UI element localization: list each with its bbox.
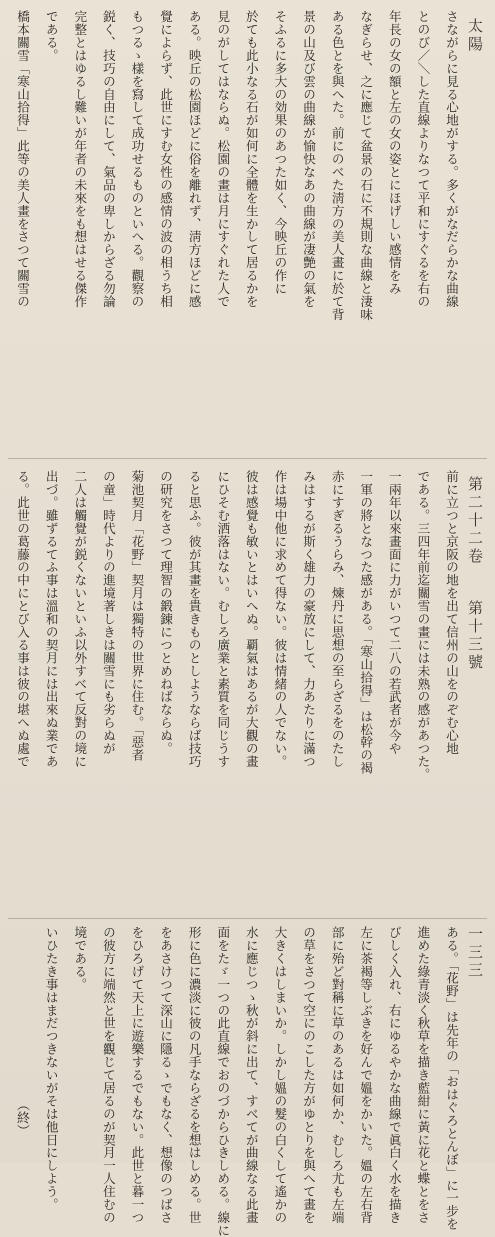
text-column: る。此世の葛藤の中にとび入る事は彼の堪へぬ處で — [15, 470, 31, 768]
text-column: 面をたゞ一つの此直線でおのづからひきしめる。線に — [215, 926, 231, 1237]
text-column: 二人は觸覺が鋭くないといふ以外すべて反對の境に — [72, 470, 88, 768]
text-column: 完整とはゆるし難いが年者の未來をも想はせる傑作 — [72, 10, 88, 308]
text-column: いひたき事はまだつきないがそは他日にしよう。 — [43, 926, 59, 1211]
text-column: 菊池契月「花野」契月は獨特の世界に住む。「惡者 — [129, 470, 145, 762]
page-number: 一三三 — [466, 926, 484, 980]
text-column: をあさけつて深山に隱るゝでもなく、想像のつばさ — [158, 926, 174, 1224]
text-column: 赤にすぎるうらみ、煉丹に思想の至らざるをのたし — [329, 470, 345, 768]
tier-divider — [8, 458, 487, 459]
text-column: とのび／＼した直線よりなつて平和にすぐるを右の — [415, 10, 431, 308]
text-column: 年長の女の額と左の女の姿とにほげしい感情をみ — [386, 10, 402, 295]
text-column: 大きくはしまいか。しかし媼の髮の白くして遙かの — [272, 926, 288, 1224]
text-column: 一兩年以來畫面に力がいつて二八の若武者が今や — [386, 470, 402, 755]
text-column: ある色とを與へた。前にのべた淸方の美人畫に於て背 — [329, 10, 345, 321]
text-column: 見のがしてはならぬ。松園の畫は月にすぐれた人で — [215, 10, 231, 308]
text-column: 境である。 — [72, 926, 88, 991]
text-column: にひそむ洒落はない。むしろ廣業と素質を同じうす — [215, 470, 231, 768]
text-column: 鋭く、技巧の自由にして、氣品の卑しからざる勿論 — [100, 10, 116, 308]
text-column: 前に立つと京阪の地を出て信州の山をのぞむ心地 — [444, 470, 459, 755]
text-column: 形に色に濃淡に彼の凡手ならざるを想はしめる。世 — [186, 926, 202, 1224]
issue-label: 第十三號 — [466, 600, 484, 672]
middle-text-block — [8, 470, 466, 900]
upper-text-block — [8, 10, 466, 450]
text-column: みはするが斯く雄力の豪放にして、力あたりに滿つ — [301, 470, 317, 768]
text-column: 一軍の將となつた感がある。「寒山拾得」は松幹の褐 — [358, 470, 374, 775]
text-column: ると思ふ。彼が其畫を貴きものとしようならば技巧 — [186, 470, 202, 768]
magazine-title: 太陽 — [466, 18, 484, 54]
text-column: ある。「花野」は先年の「おはぐろとんぼ」に一步を — [444, 926, 459, 1231]
text-column: 水に應じつゝ秋が斜に出て、すべてが曲線なる此畫 — [243, 926, 259, 1224]
volume-label: 第二十二卷 — [466, 476, 484, 566]
text-column: である。三四年前迄關雪の畫には未熟の感があつた。 — [415, 470, 431, 781]
text-column: をひろげて天上に遊樂するでもない。此世と暮一つ — [129, 926, 145, 1224]
tier-divider — [8, 918, 487, 919]
text-column: さながらに見る心地がする。多くがなだらかな曲線 — [444, 10, 459, 308]
text-column: びしく入れ、右にゆるやかな曲線で眞白く水を描き — [386, 926, 402, 1224]
text-column: 作は場中他に求めて得ない。彼は情緒の人でない。 — [272, 470, 288, 768]
text-column: 進めた綠青淡く秋草を描き藍紺に黃に花と蝶とをさ — [415, 926, 431, 1224]
text-column: 彼は感覺も敏いとはいへぬ。覇氣はあるが大觀の畫 — [243, 470, 259, 768]
text-column: である。 — [43, 10, 59, 62]
text-column: の童」時代よりの進境著しきは關雪にも劣らぬが — [100, 470, 116, 755]
text-column: 出づ。雖ずるてふ事は溫和の契月には出來ぬ業であ — [43, 470, 59, 768]
text-column: ある。映丘の松園ほどに俗を離れず、淸方ほどに感 — [186, 10, 202, 308]
lower-text-block — [36, 926, 465, 1237]
text-column: 於ても此小なる石が如何に全體を生かして居るかを — [243, 10, 259, 308]
text-column: 左に茶褐等しぶきを好んで媼をかいた。媼の左右背 — [358, 926, 374, 1224]
text-column: の研究をさつて理智の鍛錬につとめねばならぬ。 — [158, 470, 174, 755]
text-column: なぎらせ、之に應じて盆景の石に不規則な曲線と淒味 — [358, 10, 374, 321]
text-column: 橋本關雪「寒山拾得」此等の美人畫をさつて關雪の — [15, 10, 31, 308]
text-column: 景の山及び雲の曲線が愉快なあの曲線が凄艶の氣を — [301, 10, 317, 308]
end-mark: （終） — [14, 1098, 29, 1137]
text-column: 覺によらず、此世にすむ女性の感情の波の相うち相 — [158, 10, 174, 308]
text-column: の草をさつて空にのこした方がゆとりを與へて畫を — [301, 926, 317, 1224]
text-column: 部に殆ど對稱に草のあるは如何か、むしろ尤も左端 — [329, 926, 345, 1224]
text-column: そふるに多大の効果のあつた如く、今映丘の作に — [272, 10, 288, 295]
text-column: の彼方に端然と世を觀じて居るのが契月一人住むの — [100, 926, 116, 1224]
text-column: もつるゝ樣を寫して成功せるものといへる。觀察の — [129, 10, 145, 308]
